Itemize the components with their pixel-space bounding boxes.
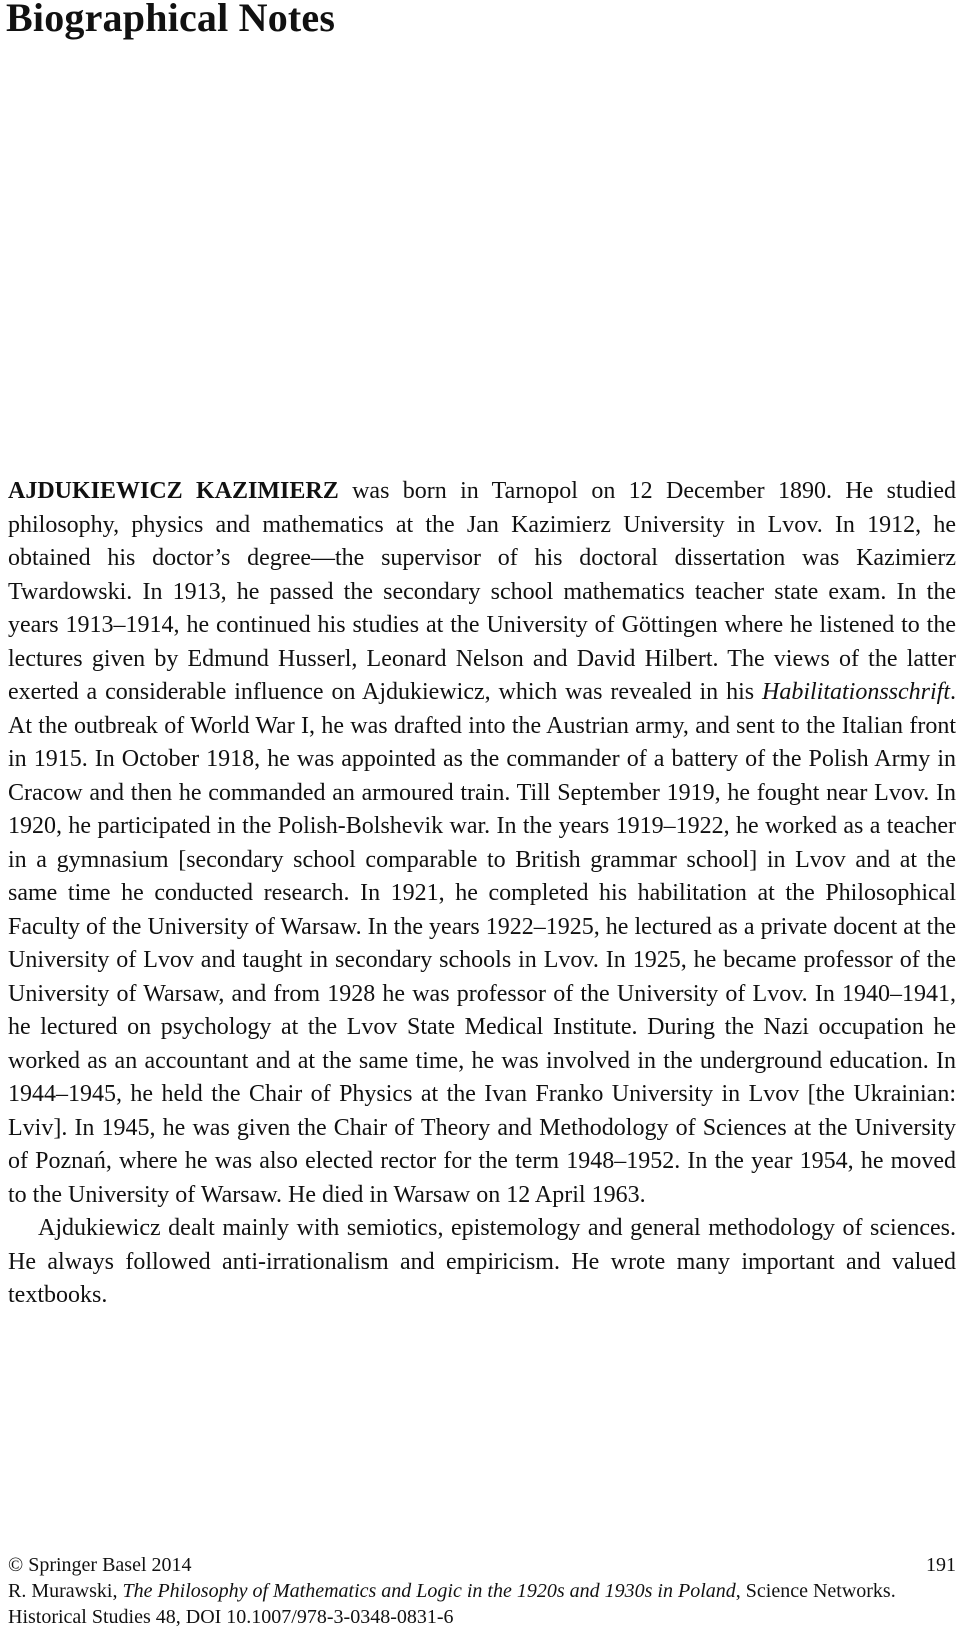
page-footer (8, 1552, 956, 1630)
citation-author: R. Murawski, (8, 1580, 123, 1602)
citation (8, 1578, 956, 1630)
biography-text (8, 475, 956, 1313)
copyright-notice: © Springer Basel 2014 (8, 1554, 192, 1576)
page-title: Biographical Notes (6, 0, 336, 40)
habilitation-title: Habilitationsschrift (761, 679, 950, 705)
paragraph-1-text-a: was born in Tarnopol on 12 December 1890. He studied philosophy, physics and mathematics at the Jan Kazimierz University in Lvov. In 1912, he obtained his doctor’s degree—the supervisor of his doctoral dissertation was Kazimierz Twardowski. In 1913, he passed the secondary school mathematics teacher state exam. In the years 1913–1914, he continued his studies at the University of Göttingen where he listened to the lectures given by Edmund Husserl, Leonard Nelson and David Hilbert. The views of the latter exerted a considerable influence on Ajdukiewicz, which was revealed in his (8, 478, 956, 705)
entry-surname: AJDUKIEWICZ KAZIMIERZ (8, 478, 339, 504)
paragraph-1 (8, 475, 956, 1212)
page-number: 191 (926, 1554, 956, 1576)
citation-series: , Science Networks. Historical Studies 48, DOI 10.1007/978-3-0348-0831-6 (8, 1580, 896, 1628)
footer-top-row (8, 1552, 956, 1578)
paragraph-1-text-b: . At the outbreak of World War I, he was drafted into the Austrian army, and sent to the Italian front in 1915. In October 1918, he was appointed as the commander of a battery of the Polish Army in Cracow and then he commanded an armoured train. Till September 1919, he fought near Lvov. In 1920, he participated in the Polish-Bolshevik war. In the years 1919–1922, he worked as a teacher in a gymnasium [secondary school comparable to British grammar school] in Lvov and at the same time he conducted research. In 1921, he completed his habilitation at the Philosophical Faculty of the University of Warsaw. In the years 1922–1925, he lectured as a private docent at the University of Lvov and taught in secondary schools in Lvov. In 1925, he became professor of the University of Warsaw, and from 1928 he was professor of the University of Lvov. In 1940–1941, he lectured on psychology at the Lvov State Medical Institute. During the Nazi occupation he worked as an accountant and at the same time, he was involved in the underground education. In 1944–1945, he held the Chair of Physics at the Ivan Franko University in Lvov [the Ukrainian: Lviv]. In 1945, he was given the Chair of Theory and Methodology of Sciences at the University of Poznań, where he was also elected rector for the term 1948–1952. In the year 1954, he moved to the University of Warsaw. He died in Warsaw on 12 April 1963. (8, 679, 956, 1208)
paragraph-2: Ajdukiewicz dealt mainly with semiotics, epistemology and general methodology of sciences. He always followed anti-irrationalism and empiricism. He wrote many important and valued textbooks. (8, 1215, 956, 1308)
citation-book-title: The Philosophy of Mathematics and Logic in the 1920s and 1930s in Poland (122, 1580, 736, 1602)
